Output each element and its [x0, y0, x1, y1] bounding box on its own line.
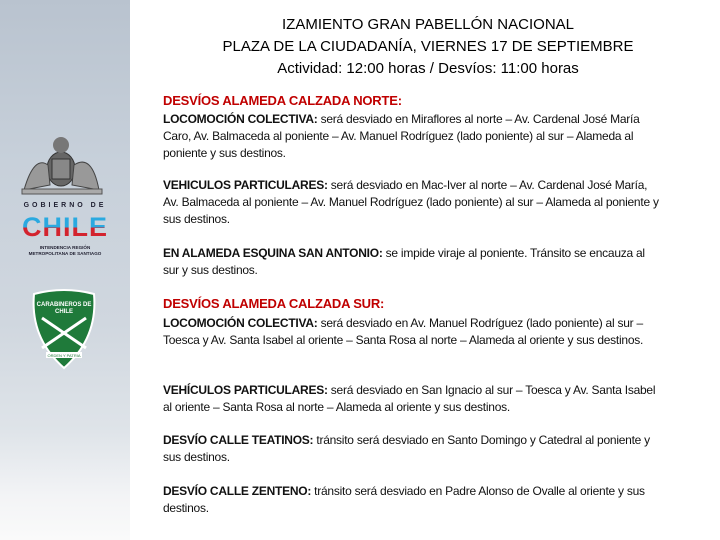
- item-label: DESVÍO CALLE TEATINOS:: [163, 433, 314, 447]
- chile-logo-text: CHILE: [0, 212, 130, 243]
- item-label: VEHICULOS PARTICULARES:: [163, 178, 328, 192]
- intendencia-line2: METROPOLITANA DE SANTIAGO: [28, 251, 102, 256]
- intendencia-line1: INTENDENCIA REGIÓN: [39, 245, 91, 250]
- item-label: DESVÍO CALLE ZENTENO:: [163, 484, 312, 498]
- svg-text:CARABINEROS DE: CARABINEROS DE: [36, 302, 92, 308]
- item-label: VEHÍCULOS PARTICULARES:: [163, 383, 328, 397]
- gobierno-de-text: GOBIERNO DE: [23, 202, 107, 209]
- paragraph-norte-vehiculos: [163, 177, 663, 228]
- item-text: será desviado en Miraflores al norte – Av. Cardenal José María Caro, Av. Balmaceda al poniente – Av. Manuel Rodríguez (lado poniente) al sur – Alameda al poniente y sus destinos.: [163, 112, 640, 160]
- svg-text:CHILE: CHILE: [55, 309, 73, 315]
- item-label: EN ALAMEDA ESQUINA SAN ANTONIO:: [163, 246, 383, 260]
- item-text: tránsito será desviado en Santo Domingo y Catedral al poniente y sus destinos.: [163, 433, 650, 464]
- item-text: será desviado en Mac-Iver al norte – Av. Cardenal José María, Av. Balmaceda al poniente – Av. Manuel Rodríguez (lado poniente) al sur – Alameda al poniente y sus destinos.: [163, 178, 659, 226]
- coat-of-arms-icon: [14, 135, 109, 197]
- item-label: LOCOMOCIÓN COLECTIVA:: [163, 316, 318, 330]
- item-text: tránsito será desviado en Padre Alonso de Ovalle al oriente y sus destinos.: [163, 484, 645, 515]
- sidebar-panel: [0, 0, 130, 540]
- title-line-3: Actividad: 12:00 horas / Desvíos: 11:00 horas: [277, 60, 579, 77]
- title-line-1: IZAMIENTO GRAN PABELLÓN NACIONAL: [281, 16, 574, 33]
- section-heading-norte: DESVÍOS ALAMEDA CALZADA NORTE:: [163, 93, 402, 108]
- intendencia-text: [0, 245, 130, 257]
- paragraph-norte-locomocion: [163, 111, 663, 162]
- item-text: será desviado en San Ignacio al sur – Toesca y Av. Santa Isabel al oriente – Santa Rosa al norte – Alameda al oriente y sus destinos.: [163, 383, 656, 414]
- section-heading-sur: DESVÍOS ALAMEDA CALZADA SUR:: [163, 296, 385, 311]
- paragraph-zenteno: [163, 483, 663, 517]
- paragraph-sur-locomocion: [163, 315, 663, 349]
- item-text: se impide viraje al poniente. Tránsito se encauza al sur y sus destinos.: [163, 246, 645, 277]
- paragraph-sur-vehiculos: [163, 382, 663, 416]
- svg-text:ORDEN Y PATRIA: ORDEN Y PATRIA: [47, 353, 81, 358]
- paragraph-teatinos: [163, 432, 663, 466]
- page-title: [130, 14, 720, 80]
- carabineros-shield-icon: [28, 288, 100, 370]
- title-line-2: PLAZA DE LA CIUDADANÍA, VIERNES 17 DE SEPTIEMBRE: [222, 38, 634, 55]
- paragraph-norte-san-antonio: [163, 245, 663, 279]
- item-text: será desviado en Av. Manuel Rodríguez (lado poniente) al sur – Toesca y Av. Santa Isabel al oriente – Santa Rosa al norte – Alameda al oriente y sus destinos.: [163, 316, 644, 347]
- item-label: LOCOMOCIÓN COLECTIVA:: [163, 112, 318, 126]
